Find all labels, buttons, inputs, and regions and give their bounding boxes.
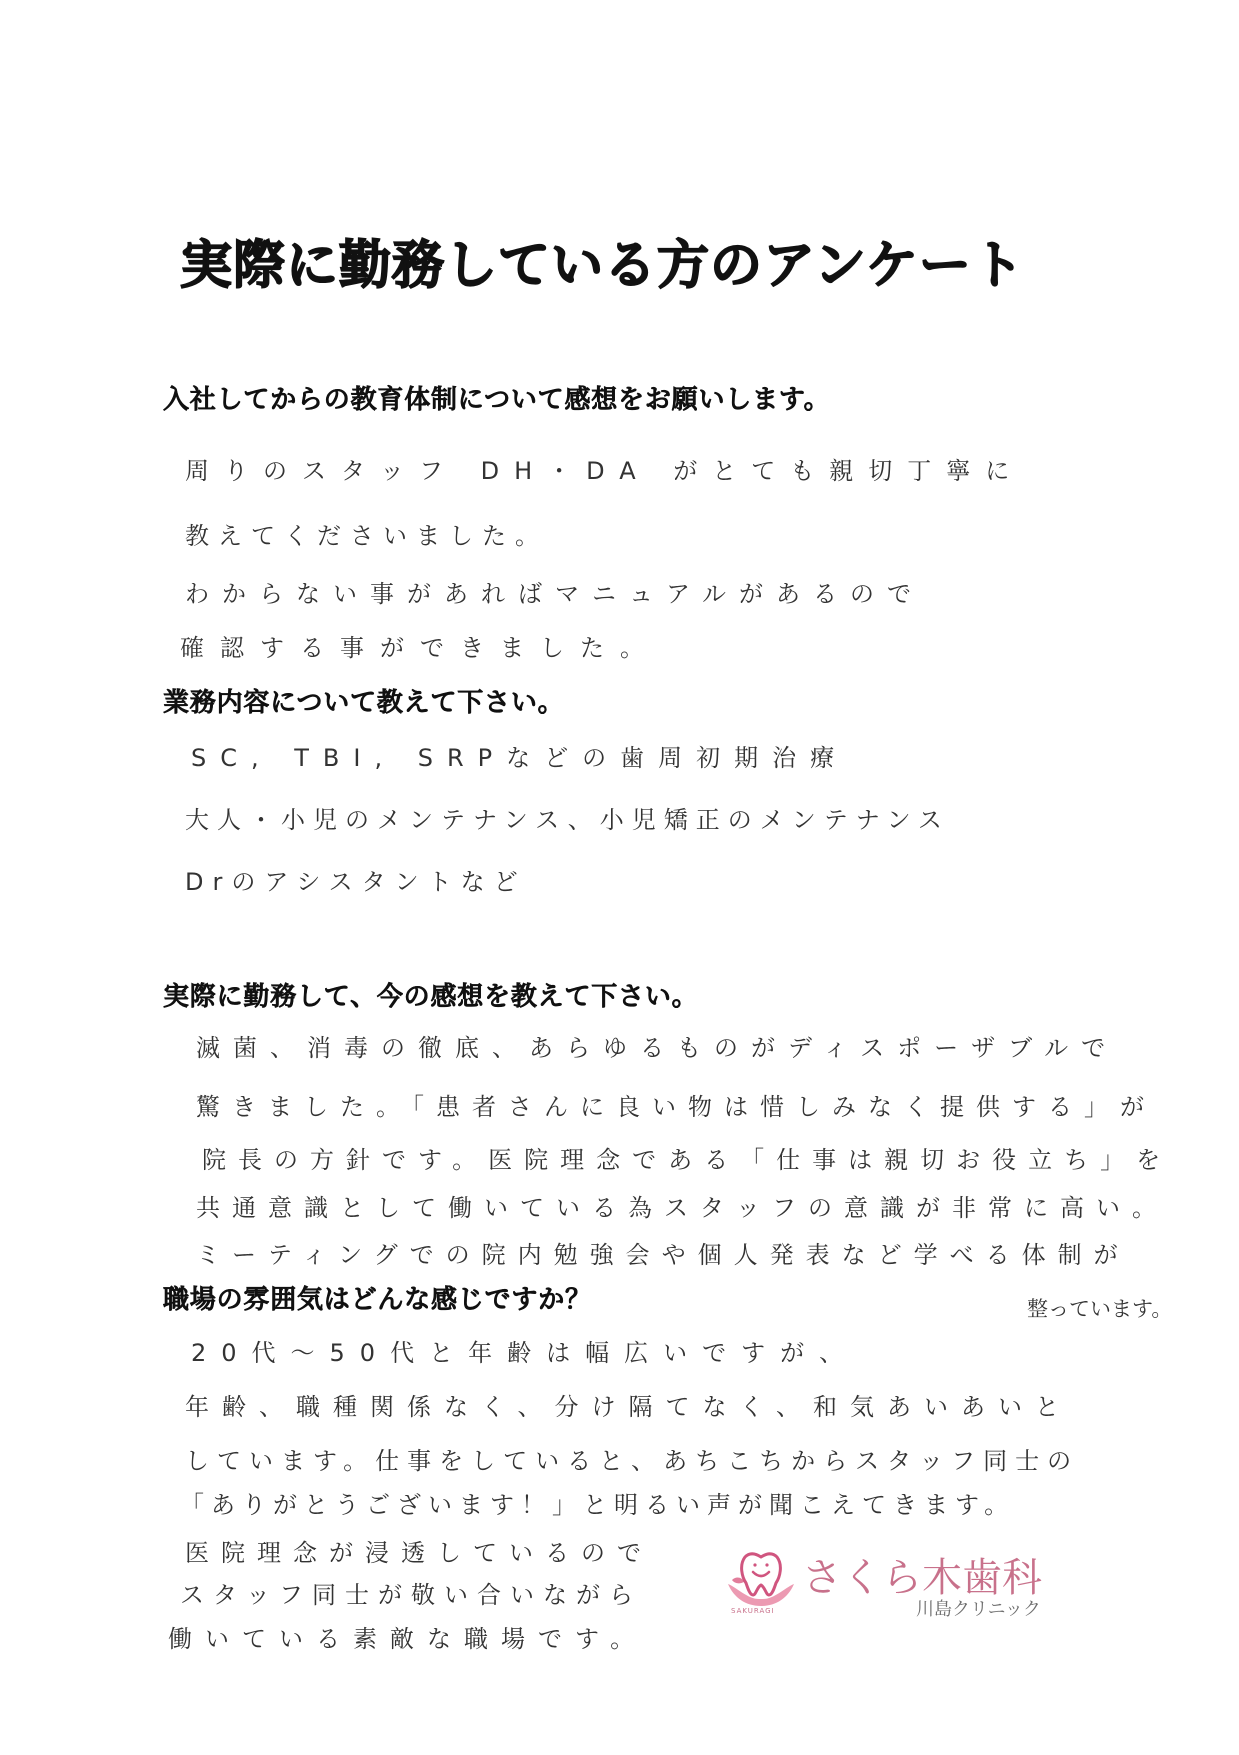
answer-line: スタッフ同士が敬い合いながら — [180, 1581, 642, 1609]
answer-line: SC, TBI, SRPなどの歯周初期治療 — [191, 744, 849, 772]
answer-line: 「ありがとうございます！」と明るい声が聞こえてきます。 — [180, 1491, 1016, 1519]
logo-tooth-eye-left — [753, 1563, 756, 1566]
answer-line: 教えてくださいました。 — [185, 522, 548, 550]
logo-mark-text: SAKURAGI — [731, 1607, 775, 1615]
page-title: 実際に勤務している方のアンケート — [180, 236, 1025, 296]
answer-line: 滅菌、消毒の徹底、あらゆるものがディスポーザブルで — [196, 1034, 1119, 1062]
answer-line: 整っています。 — [1027, 1297, 1173, 1321]
answer-line: 20代～50代と年齢は幅広いですが、 — [191, 1339, 859, 1367]
answer-line: 大人・小児のメンテナンス、小児矯正のメンテナンス — [185, 806, 950, 834]
answer-line: 年齢、職種関係なく、分け隔てなく、和気あいあいと — [185, 1393, 1073, 1421]
answer-line: 医院理念が浸透しているので — [185, 1539, 653, 1567]
answer-line: わからない事があればマニュアルがあるので — [185, 580, 925, 608]
question-heading: 業務内容について教えて下さい。 — [163, 688, 565, 718]
clinic-logo — [724, 1546, 1064, 1626]
answer-line: 驚きました。「患者さんに良い物は惜しみなく提供する」が — [196, 1093, 1156, 1121]
logo-tooth-eye-right — [765, 1563, 768, 1566]
logo-cradle-shape — [728, 1584, 794, 1606]
answer-line: ミーティングでの院内勉強会や個人発表など学べる体制が — [196, 1241, 1130, 1269]
smiling-tooth-icon — [724, 1550, 798, 1608]
question-heading: 入社してからの教育体制について感想をお願いします。 — [163, 385, 831, 415]
answer-line: しています。仕事をしていると、あちこちからスタッフ同士の — [185, 1447, 1080, 1475]
logo-tooth-outline — [742, 1554, 781, 1595]
question-heading: 実際に勤務して、今の感想を教えて下さい。 — [163, 982, 699, 1012]
answer-line: Drのアシスタントなど — [185, 868, 527, 896]
answer-line: 周りのスタッフ DH・DA がとても親切丁寧に — [185, 457, 1025, 485]
answer-line: 確認する事ができました。 — [180, 634, 660, 662]
clinic-name: さくら木歯科 — [802, 1555, 1042, 1601]
question-heading: 職場の雰囲気はどんな感じですか？ — [163, 1285, 592, 1315]
answer-line: 働いている素敵な職場です。 — [168, 1625, 648, 1653]
clinic-branch: 川島クリニック — [916, 1599, 1041, 1620]
answer-line: 院長の方針です。医院理念である「仕事は親切お役立ち」を — [202, 1146, 1173, 1174]
answer-line: 共通意識として働いている為スタッフの意識が非常に高い。 — [196, 1194, 1168, 1222]
